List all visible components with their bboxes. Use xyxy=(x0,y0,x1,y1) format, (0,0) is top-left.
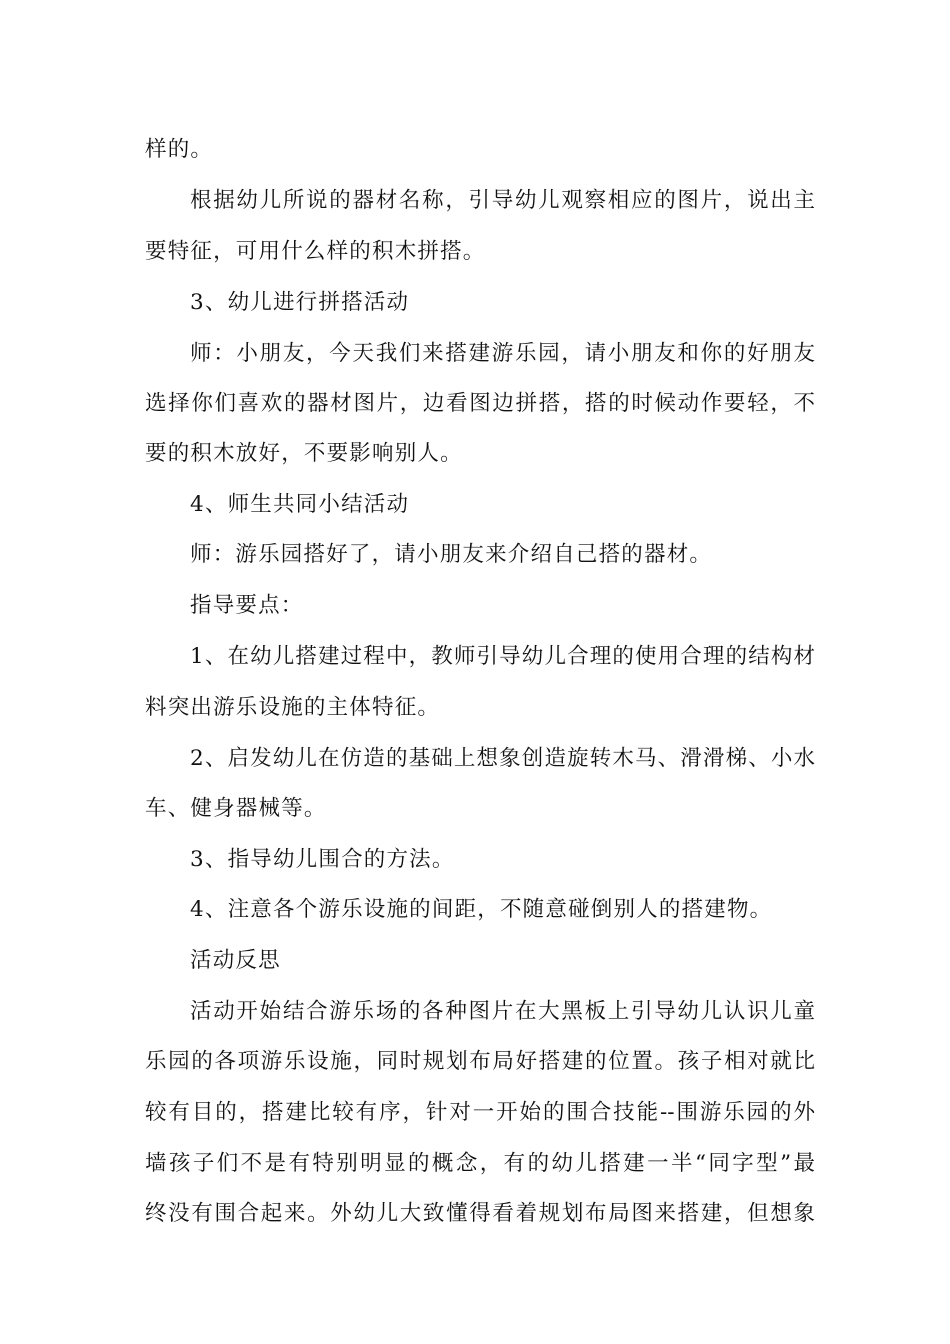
text-line: 乐园的各项游乐设施，同时规划布局好搭建的位置。孩子相对就比 xyxy=(145,1049,815,1074)
text-line: 4、注意各个游乐设施的间距，不随意碰倒别人的搭建物。 xyxy=(190,897,773,922)
text-line: 样的。 xyxy=(145,137,214,162)
text-line: 师：游乐园搭好了，请小朋友来介绍自己搭的器材。 xyxy=(190,542,713,567)
section-heading: 3、幼儿进行拼搭活动 xyxy=(190,290,410,315)
text-line: 2、启发幼儿在仿造的基础上想象创造旋转木马、滑滑梯、小水 xyxy=(190,746,815,771)
section-heading: 指导要点： xyxy=(190,593,304,618)
text-line: 根据幼儿所说的器材名称，引导幼儿观察相应的图片，说出主 xyxy=(190,188,815,213)
text-line: 较有目的，搭建比较有序，针对一开始的围合技能--围游乐园的外 xyxy=(145,1100,815,1125)
text-line: 料突出游乐设施的主体特征。 xyxy=(145,695,441,720)
text-line: 1、在幼儿搭建过程中，教师引导幼儿合理的使用合理的结构材 xyxy=(190,644,815,669)
text-line: 墙孩子们不是有特别明显的概念，有的幼儿搭建一半“同字型”最 xyxy=(145,1151,815,1176)
text-line: 车、健身器械等。 xyxy=(145,796,327,821)
text-line: 终没有围合起来。外幼儿大致懂得看着规划布局图来搭建，但想象 xyxy=(145,1201,815,1226)
text-line: 3、指导幼儿围合的方法。 xyxy=(190,847,455,872)
text-line: 要特征，可用什么样的积木拼搭。 xyxy=(145,239,486,264)
section-heading: 活动反思 xyxy=(190,948,281,973)
section-heading: 4、师生共同小结活动 xyxy=(190,492,410,517)
text-line: 选择你们喜欢的器材图片，边看图边拼搭，搭的时候动作要轻，不 xyxy=(145,391,815,416)
text-line: 活动开始结合游乐场的各种图片在大黑板上引导幼儿认识儿童 xyxy=(190,999,815,1024)
text-line: 师：小朋友，今天我们来搭建游乐园，请小朋友和你的好朋友 xyxy=(190,341,815,366)
text-line: 要的积木放好，不要影响别人。 xyxy=(145,441,463,466)
